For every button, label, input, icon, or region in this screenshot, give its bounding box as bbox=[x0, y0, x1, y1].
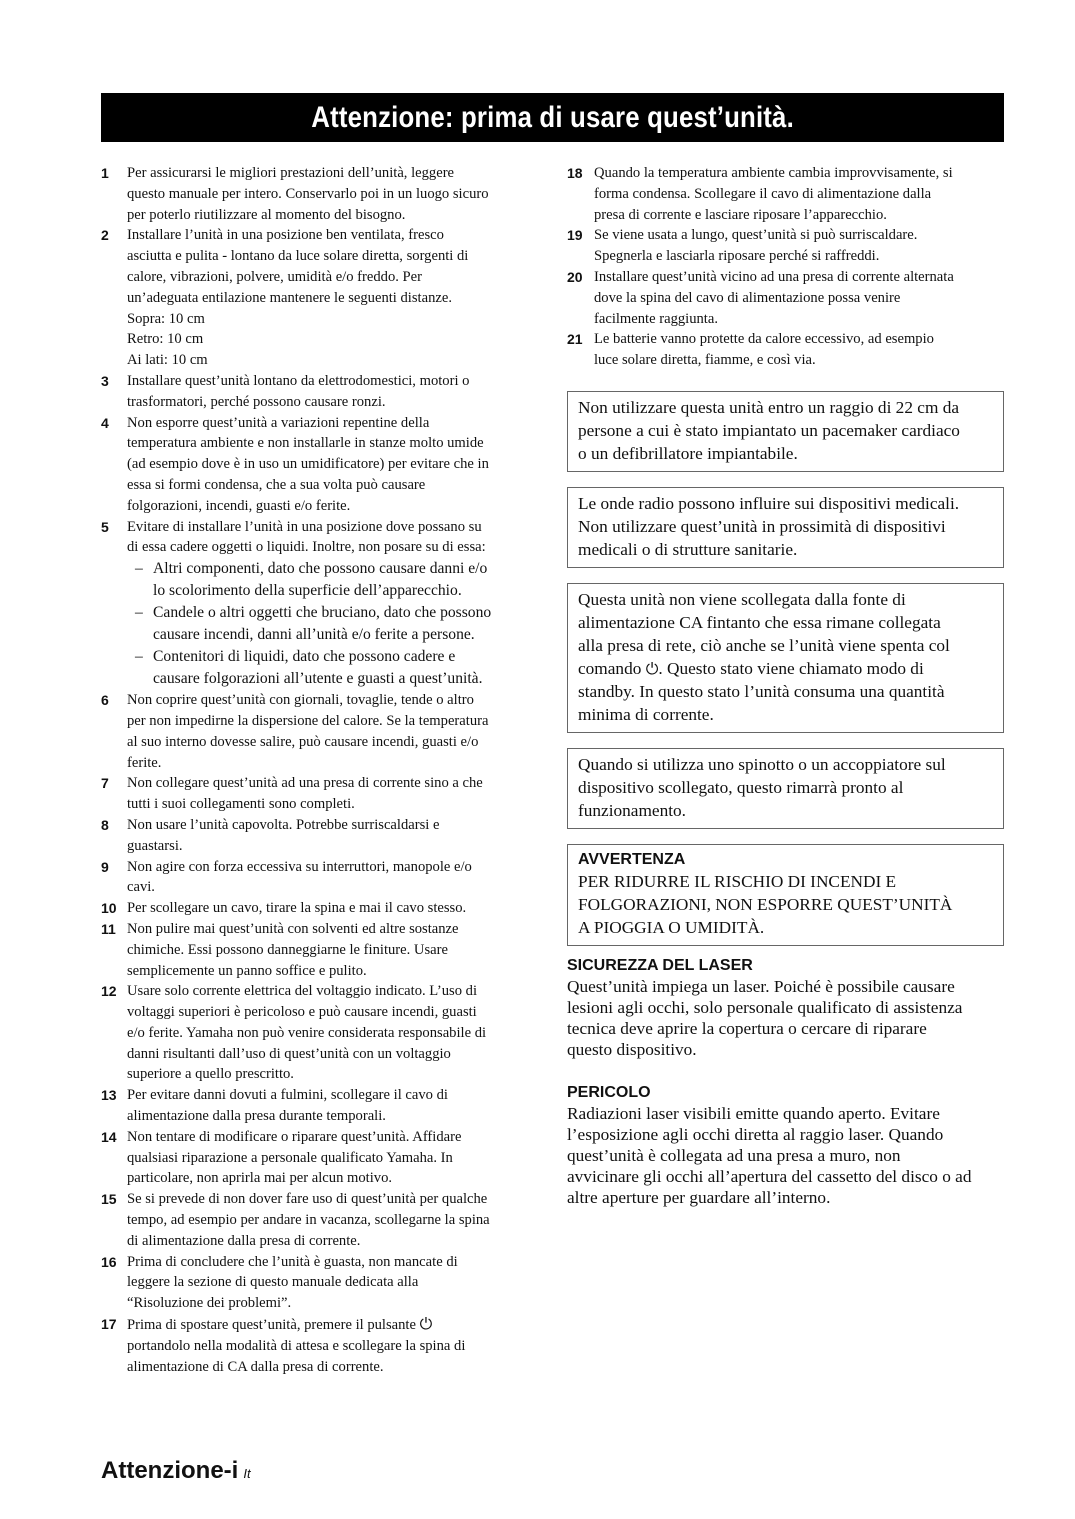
list-item-12: 12 Usare solo corrente elettrica del voltaggio indicato. L’uso di voltaggi superiori è pericoloso e può causare incendi, guasti e/o ferite. Yamaha non può venire considerata responsabile di danni risultanti dall’uso di quest’unità con un voltaggio superiore a quello prescritto. bbox=[101, 983, 487, 1083]
warning-box: AVVERTENZA PER RIDURRE IL RISCHIO DI INCENDI E FOLGORAZIONI, NON ESPORRE QUEST’UNITÀ A PIOGGIA O UMIDITÀ. bbox=[567, 844, 1004, 946]
list-item-11: 11 Non pulire mai quest’unità con solventi ed altre sostanze chimiche. Essi possono danneggiarne le finiture. Usare semplicemente un panno soffice e pulito. bbox=[101, 920, 459, 979]
danger-heading: PERICOLO bbox=[567, 1083, 651, 1101]
list-item-13: 13 Per evitare danni dovuti a fulmini, scollegare il cavo di alimentazione dalla presa durante temporali. bbox=[101, 1087, 448, 1125]
power-icon: ⏻ bbox=[419, 1314, 433, 1334]
sub-item: – Altri componenti, dato che possono causare danni e/o lo scolorimento della superficie dell’apparecchio. bbox=[135, 560, 488, 600]
page-title-bar bbox=[101, 93, 1004, 142]
plug-notice: Quando si utilizza uno spinotto o un accoppiatore sul dispositivo scollegato, questo rimarrà pronto al funzionamento. bbox=[567, 748, 1004, 829]
sub-item: – Contenitori di liquidi, dato che possono cadere e causare folgorazioni all’utente e guasti a quest’unità. bbox=[135, 648, 483, 688]
list-item-3: 3 Installare quest’unità lontano da elettrodomestici, motori o trasformatori, perché possono causare ronzi. bbox=[101, 372, 470, 410]
list-item-6: 6 Non coprire quest’unità con giornali, tovaglie, tende o altro per non impedirne la dispersione del calore. Se la temperatura al suo interno dovesse salire, può causare incendi, guasti e/o ferite. bbox=[101, 692, 489, 771]
list-item-19: 19 Se viene usata a lungo, quest’unità si può surriscaldare. Spegnerla e lasciarla riposare perché si raffreddi. bbox=[567, 227, 918, 265]
list-item-18: 18 Quando la temperatura ambiente cambia improvvisamente, si forma condensa. Scollegare il cavo di alimentazione dalla presa di corrente e lasciare riposare l’apparecchio. bbox=[567, 165, 953, 223]
list-item-2: 2 Installare l’unità in una posizione ben ventilata, fresco asciutta e pulita - lontano da luce solare diretta, sorgenti di calore, vibrazioni, polvere, umidità e/o freddo. Per un’adeguata entilazione mantenere le seguenti distanze. Sopra: 10 cm Retro: 10 cm Ai lati: 10 cm bbox=[101, 227, 469, 369]
pacemaker-notice: Non utilizzare questa unità entro un raggio di 22 cm da persone a cui è stato impiantato un pacemaker cardiaco o un defibrillatore impiantabile. bbox=[567, 391, 1004, 472]
list-item-5: 5 Evitare di installare l’unità in una posizione dove possano su di essa cadere oggetti o liquidi. Inoltre, non posare su di essa: – Altri componenti, dato che possono causare danni e/o lo scolorimento della superficie dell’apparecchio. – Candele o altri oggetti che bruciano, dato che possono causare incendi, danni all’unità e/o ferite a persone. – Contenitori di liquidi, dato che possono cadere e causare folgorazioni all’utente e guasti a quest’unità. bbox=[101, 517, 541, 691]
standby-notice: Questa unità non viene scollegata dalla fonte di alimentazione CA fintanto che essa rimane collegata alla presa di rete, ciò anche se l’unità viene spenta col comando ⏻. Questo stato viene chiamato modo di standby. In questo stato l’unità consuma una quantità minima di corrente. bbox=[567, 583, 1004, 733]
list-item-8: 8 Non usare l’unità capovolta. Potrebbe surriscaldarsi e guastarsi. bbox=[101, 816, 440, 854]
list-item-17: 17 Prima di spostare quest’unità, premere il pulsante ⏻ portandolo nella modalità di attesa e scollegare la spina di alimentazione di CA dalla presa di corrente. bbox=[101, 1314, 466, 1375]
laser-safety-heading: SICUREZZA DEL LASER bbox=[567, 956, 753, 974]
list-item-9: 9 Non agire con forza eccessiva su interruttori, manopole e/o cavi. bbox=[101, 858, 472, 896]
list-item-1: 1 Per assicurarsi le migliori prestazioni dell’unità, leggere questo manuale per intero. Conservarlo poi in un luogo sicuro per poterlo riutilizzare al momento del bisogno. bbox=[101, 165, 489, 223]
left-column bbox=[101, 163, 541, 1377]
danger-section: PERICOLO Radiazioni laser visibili emitte quando aperto. Evitare l’esposizione agli occhi diretta al raggio laser. Quando quest’unità è collegata ad una presa a muro, non avvicinare gli occhi all’apertura del cassetto del disco o ad altre aperture per guardare all’interno. bbox=[567, 1082, 1004, 1208]
right-column bbox=[567, 163, 1004, 1208]
power-icon: ⏻ bbox=[645, 658, 659, 678]
warning-heading: AVVERTENZA bbox=[578, 850, 686, 868]
list-item-10: 10 Per scollegare un cavo, tirare la spina e mai il cavo stesso. bbox=[101, 900, 467, 917]
sub-item: – Candele o altri oggetti che bruciano, dato che possono causare incendi, danni all’unità e/o ferite a persone. bbox=[135, 604, 492, 644]
list-item-7: 7 Non collegare quest’unità ad una presa di corrente sino a che tutti i suoi collegamenti sono completi. bbox=[101, 775, 483, 813]
list-item-20: 20 Installare quest’unità vicino ad una presa di corrente alternata dove la spina del cavo di alimentazione possa venire facilmente raggiunta. bbox=[567, 268, 954, 327]
list-item-14: 14 Non tentare di modificare o riparare quest’unità. Affidare qualsiasi riparazione a personale qualificato Yamaha. In particolare, non aprirla mai per alcun motivo. bbox=[101, 1128, 462, 1187]
list-item-21: 21 Le batterie vanno protette da calore eccessivo, ad esempio luce solare diretta, fiamme, e così via. bbox=[567, 331, 934, 369]
laser-safety-section: SICUREZZA DEL LASER Quest’unità impiega un laser. Poiché è possibile causare lesioni agli occhi, solo personale qualificato di assistenza tecnica deve aprire la copertura o cercare di riparare questo dispositivo. bbox=[567, 955, 1004, 1060]
page-footer bbox=[101, 1457, 251, 1485]
page-title: Attenzione: prima di usare quest’unità. bbox=[311, 100, 794, 134]
radio-waves-notice: Le onde radio possono influire sui dispositivi medicali. Non utilizzare quest’unità in prossimità di dispositivi medicali o di strutture sanitarie. bbox=[567, 487, 1004, 568]
list-item-15: 15 Se si prevede di non dover fare uso di quest’unità per qualche tempo, ad esempio per andare in vacanza, scollegarne la spina di alimentazione dalla presa di corrente. bbox=[101, 1191, 490, 1249]
footer-page-label: Attenzione-i bbox=[101, 1457, 239, 1484]
list-item-4: 4 Non esporre quest’unità a variazioni repentine della temperatura ambiente e non installarle in stanze molto umide (ad esempio dove è in uso un umidificatore) per evitare che in essa si formi condensa, che a sua volta può causare folgorazioni, incendi, guasti e/o ferite. bbox=[101, 414, 489, 514]
footer-language: It bbox=[243, 1466, 251, 1481]
list-item-16: 16 Prima di concludere che l’unità è guasta, non mancate di leggere la sezione di questo manuale dedicata alla “Risoluzione dei problemi”. bbox=[101, 1253, 458, 1312]
